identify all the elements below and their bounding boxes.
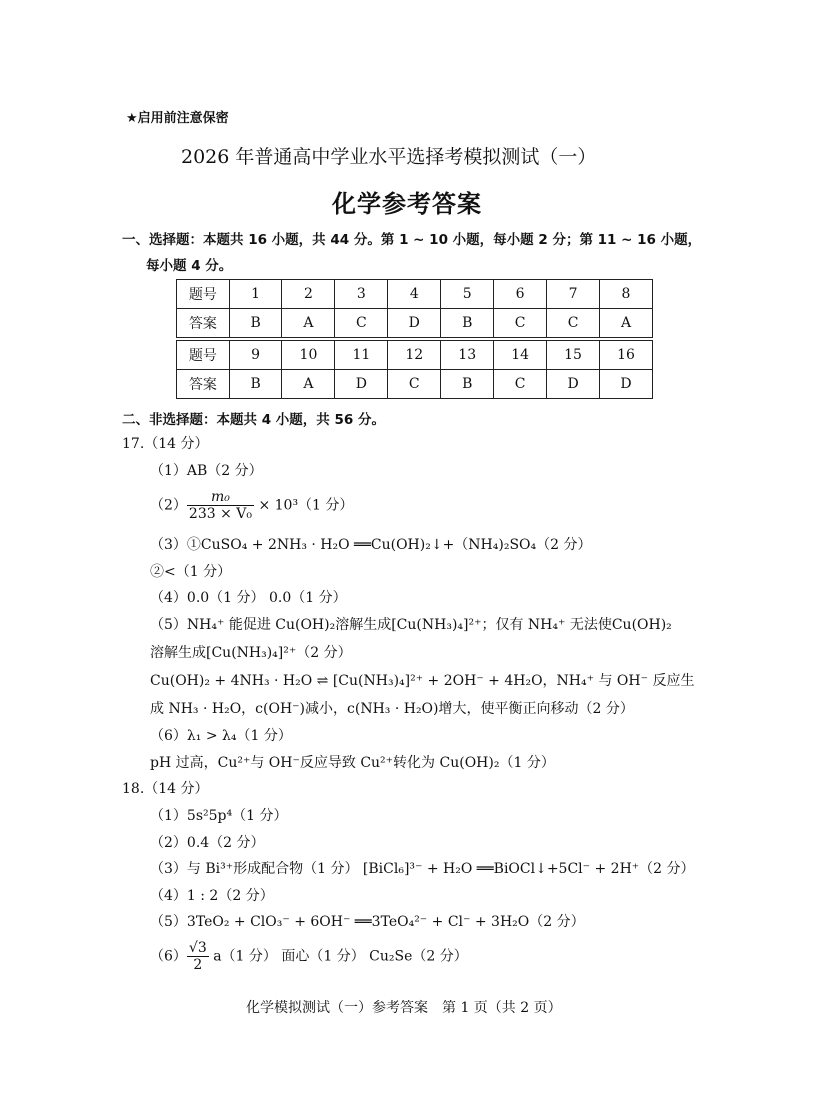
table-cell: 7 [547,280,600,309]
q17-part5-line4: 成 NH₃ · H₂O，c(OH⁻)减小，c(NH₃ · H₂O)增大，使平衡正向移动（2 分） [150,701,634,717]
table-cell: C [494,309,547,340]
q18-part6 [150,940,468,973]
table-cell: B [441,309,494,340]
table-cell: D [388,309,441,340]
table-cell: C [335,309,388,340]
table-cell: C [388,370,441,399]
table-cell: C [547,309,600,340]
fraction-numerator: m₀ [187,489,254,506]
table-cell: D [547,370,600,399]
q18-part1: （1）5s²5p⁴（1 分） [150,808,288,824]
table-cell: D [335,370,388,399]
q17-title: 17.（14 分） [122,436,209,452]
table-cell: C [494,370,547,399]
confidential-notice: ★启用前注意保密 [126,111,229,126]
row-label: 答案 [177,309,230,340]
q17-part5-line1: （5）NH₄⁺ 能促进 Cu(OH)₂溶解生成[Cu(NH₃)₄]²⁺；仅有 NH₄⁺ 无法使Cu(OH)₂ [150,617,672,633]
q17-part2-prefix: （2） [150,497,187,514]
table-cell: A [282,370,335,399]
answer-table [176,279,653,399]
q17-part3b: ②<（1 分） [150,564,232,580]
q18-part2: （2）0.4（2 分） [150,835,265,851]
table-cell: D [600,370,653,399]
fraction-denominator: 2 [193,957,203,974]
table-cell: 9 [229,339,282,370]
table-cell: A [600,309,653,340]
table-cell: 10 [282,339,335,370]
page-footer: 化学模拟测试（一）参考答案 第 1 页（共 2 页） [246,1000,562,1016]
q18-part4: （4）1 : 2（2 分） [150,888,274,904]
table-cell: A [282,309,335,340]
table-cell: 15 [547,339,600,370]
row-label: 题号 [177,280,230,309]
fraction-numerator: √3 [188,940,207,956]
row-label: 题号 [177,339,230,370]
q17-part3: （3）①CuSO₄ + 2NH₃ · H₂O ══Cu(OH)₂↓+（NH₄)₂SO₄（2 分） [150,537,592,553]
table-cell: 2 [282,280,335,309]
q18-title: 18.（14 分） [122,781,209,797]
q18-part3: （3）与 Bi³⁺形成配合物（1 分） [BiCl₆]³⁻ + H₂O ══BiOCl↓+5Cl⁻ + 2H⁺（2 分） [150,861,695,877]
table-cell: 16 [600,339,653,370]
answer-row [177,309,653,340]
section1-heading-line1: 一、选择题：本题共 16 小题，共 44 分。第 1 ~ 10 小题，每小题 2 分；第 11 ~ 16 小题， [122,232,702,248]
q17-part5-line3: Cu(OH)₂ + 4NH₃ · H₂O ⇌ [Cu(NH₃)₄]²⁺ + 2OH⁻ + 4H₂O，NH₄⁺ 与 OH⁻ 反应生 [150,673,695,689]
table-cell: 5 [441,280,494,309]
table-cell: 8 [600,280,653,309]
question-number-row [177,339,653,370]
q17-part2 [150,489,353,522]
q17-part6b: pH 过高，Cu²⁺与 OH⁻反应导致 Cu²⁺转化为 Cu(OH)₂（1 分） [150,755,555,771]
row-label: 答案 [177,370,230,399]
q17-part6: （6）λ₁ > λ₄（1 分） [150,728,292,744]
table-cell: 12 [388,339,441,370]
section1-heading-line2: 每小题 4 分。 [146,258,233,274]
section2-heading: 二、非选择题：本题共 4 小题，共 56 分。 [122,412,385,428]
question-number-row [177,280,653,309]
table-cell: B [441,370,494,399]
table-cell: B [229,309,282,340]
q17-part2-suffix: × 10³（1 分） [258,497,354,514]
fraction-denominator: 233 × V₀ [188,506,252,523]
q18-part6-suffix: a（1 分） 面心（1 分） Cu₂Se（2 分） [213,948,468,965]
q17-part1: （1）AB（2 分） [150,463,263,479]
document-title: 化学参考答案 [332,190,482,218]
q17-part4: （4）0.0（1 分） 0.0（1 分） [150,590,347,606]
q17-part2-fraction [187,489,254,522]
exam-title: 2026 年普通高中学业水平选择考模拟测试（一） [181,146,597,168]
table-cell: 3 [335,280,388,309]
q18-part5: （5）3TeO₂ + ClO₃⁻ + 6OH⁻ ══3TeO₄²⁻ + Cl⁻ + 3H₂O（2 分） [150,914,585,930]
q18-part6-prefix: （6） [150,948,187,965]
table-cell: 1 [229,280,282,309]
table-cell: 13 [441,339,494,370]
table-cell: 11 [335,339,388,370]
table-cell: 4 [388,280,441,309]
q18-part6-fraction [187,940,209,973]
q17-part5-line2: 溶解生成[Cu(NH₃)₄]²⁺（2 分） [150,645,352,661]
answer-row [177,370,653,399]
table-cell: 6 [494,280,547,309]
table-cell: 14 [494,339,547,370]
table-cell: B [229,370,282,399]
